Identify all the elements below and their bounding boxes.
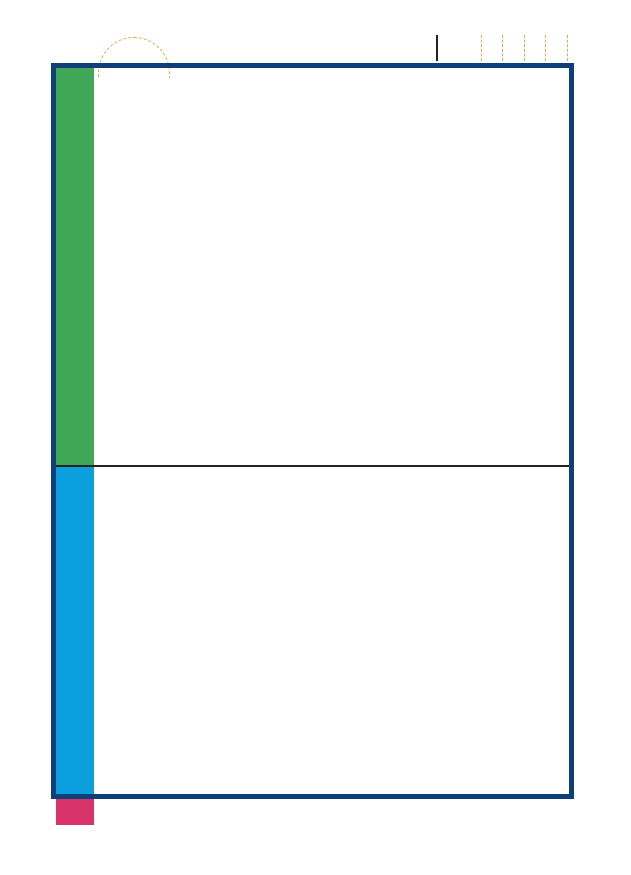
kind-label <box>436 35 441 61</box>
separate-label <box>524 35 528 61</box>
form-frame <box>51 63 574 799</box>
deduction-section-band <box>56 799 94 825</box>
separate2-label <box>545 35 549 61</box>
country-label <box>567 35 571 61</box>
color-label <box>502 35 506 61</box>
blue-label <box>481 35 485 61</box>
